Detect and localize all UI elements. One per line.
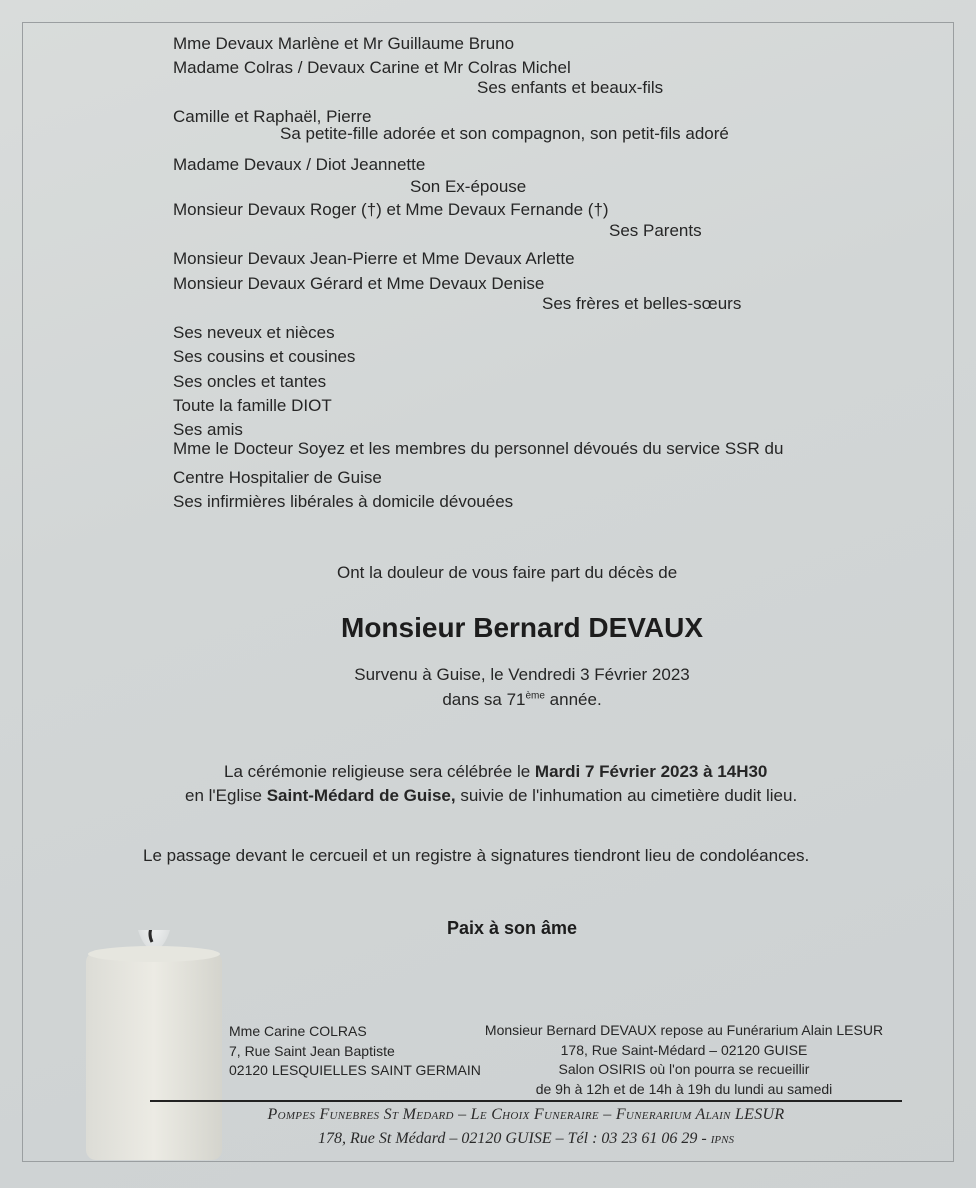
deceased-name: Monsieur Bernard DEVAUX <box>341 612 703 643</box>
family-line: Monsieur Devaux Roger (†) et Mme Devaux Fernande (†) <box>173 200 609 219</box>
family-line: Ses oncles et tantes <box>173 372 327 391</box>
family-line: Ses neveux et nièces <box>173 323 335 342</box>
condolences-text: Le passage devant le cercueil et un registre à signatures tiendront lieu de condoléances. <box>143 846 810 865</box>
funeral-home-info: Monsieur Bernard DEVAUX repose au Funérarium Alain LESUR <box>484 1022 884 1038</box>
relation-label: Ses frères et belles-sœurs <box>542 294 742 313</box>
candle-icon <box>86 930 222 1160</box>
footer-divider <box>150 1100 902 1102</box>
relation-label: Sa petite-fille adorée et son compagnon, son petit-fils adoré <box>280 124 729 143</box>
paix-text: Paix à son âme <box>447 918 578 938</box>
ceremony-line-1: La cérémonie religieuse sera célébrée le Mardi 7 Février 2023 à 14H30 <box>224 762 768 781</box>
footer-company-address: 178, Rue St Médard – 02120 GUISE – Tél : 03 23 61 06 29 - IPNS <box>318 1130 734 1147</box>
funeral-home-salon: Salon OSIRIS où l'on pourra se recueillir <box>558 1061 810 1077</box>
family-line: Ses infirmières libérales à domicile dévouées <box>173 492 514 511</box>
ceremony-line-2: en l'Eglise Saint-Médard de Guise, suivie de l'inhumation au cimetière dudit lieu. <box>185 786 798 805</box>
family-contact-city: 02120 LESQUIELLES SAINT GERMAIN <box>229 1062 481 1078</box>
age-line: dans sa 71ème année. <box>442 690 602 709</box>
family-line: Monsieur Devaux Gérard et Mme Devaux Denise <box>173 274 545 293</box>
relation-label: Ses enfants et beaux-fils <box>477 78 664 97</box>
family-line: Mme Devaux Marlène et Mr Guillaume Bruno <box>173 34 515 53</box>
funeral-home-hours: de 9h à 12h et de 14h à 19h du lundi au samedi <box>535 1081 833 1097</box>
family-line: Madame Colras / Devaux Carine et Mr Colras Michel <box>173 58 571 77</box>
funeral-home-address: 178, Rue Saint-Médard – 02120 GUISE <box>560 1042 808 1058</box>
family-line: Ses amis <box>173 420 243 439</box>
family-contact-name: Mme Carine COLRAS <box>229 1023 367 1039</box>
death-date-line: Survenu à Guise, le Vendredi 3 Février 2023 <box>354 665 690 684</box>
announcement-text: Ont la douleur de vous faire part du décès de <box>337 563 678 582</box>
family-line: Monsieur Devaux Jean-Pierre et Mme Devaux Arlette <box>173 249 575 268</box>
family-line: Mme le Docteur Soyez et les membres du personnel dévoués du service SSR du <box>173 439 784 458</box>
family-line: Camille et Raphaël, Pierre <box>173 107 372 126</box>
family-line: Centre Hospitalier de Guise <box>173 468 382 487</box>
family-line: Toute la famille DIOT <box>173 396 332 415</box>
footer-company-names: Pompes Funebres St Medard – Le Choix Funeraire – Funerarium Alain LESUR <box>267 1106 785 1123</box>
family-line: Madame Devaux / Diot Jeannette <box>173 155 426 174</box>
relation-label: Son Ex-épouse <box>410 177 527 196</box>
family-line: Ses cousins et cousines <box>173 347 356 366</box>
family-contact-street: 7, Rue Saint Jean Baptiste <box>229 1043 395 1059</box>
relation-label: Ses Parents <box>609 221 702 240</box>
